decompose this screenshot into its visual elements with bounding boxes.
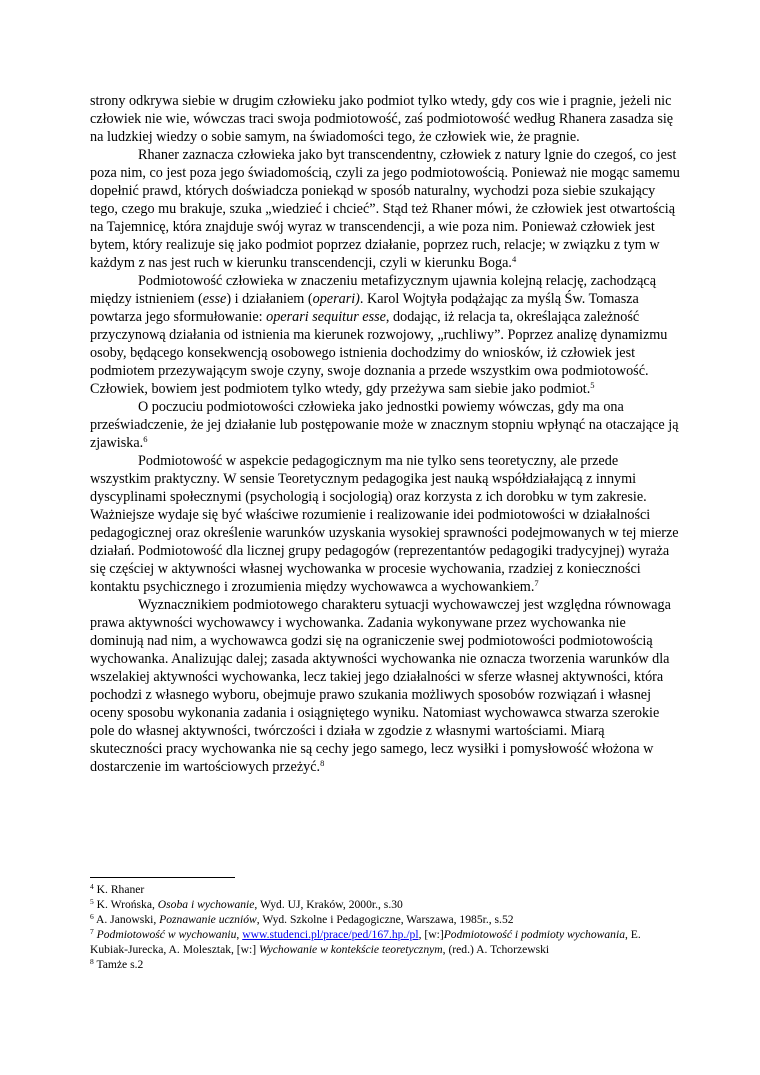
footnote-text: A. Janowski,: [93, 913, 160, 926]
footnote-ref-6[interactable]: 6: [143, 434, 148, 444]
footnote-6: [90, 912, 680, 927]
latin-quote: operari sequitur esse: [266, 309, 386, 325]
footnote-book-title: Poznawanie uczniów: [159, 913, 257, 926]
latin-term-esse: esse: [202, 291, 227, 307]
latin-term-operari: operari): [312, 291, 360, 307]
footnote-text: ,: [236, 928, 243, 941]
footnote-ref-7[interactable]: 7: [534, 578, 539, 588]
footnote-ref-4[interactable]: 4: [511, 254, 517, 264]
footnote-number: 4: [90, 882, 94, 891]
paragraph-text: Podmiotowość człowieka w znaczeniu metafizycznym ujawnia kolejną relację, zachodzącą między istnieniem (: [90, 273, 656, 307]
paragraph-rhaner-transcendence: [90, 146, 680, 272]
paragraph-pedagogical-aspect: [90, 452, 680, 596]
footnote-7: [90, 927, 680, 957]
footnote-number: 5: [90, 897, 94, 906]
footnote-number: 8: [90, 957, 94, 966]
paragraph-metaphysical-subjectivity: [90, 272, 680, 398]
footnote-separator: [90, 877, 235, 878]
footnote-ref-5[interactable]: 5: [590, 380, 595, 390]
footnote-4: [90, 882, 680, 897]
footnote-text: , Wyd. Szkolne i Pedagogiczne, Warszawa, 1985r., s.52: [256, 913, 514, 926]
footnote-text: Tamże s.2: [93, 958, 144, 971]
footnote-text: , Wyd. UJ, Kraków, 2000r., s.30: [254, 898, 403, 911]
paragraph-text: Wyznacznikiem podmiotowego charakteru sytuacji wychowawczej jest względna równowaga prawa aktywności wychowawcy i wychowanka. Zadania wykonywane przez wychowanka nie dominują nad nim, a wychowawca godzi się na ograniczenie swej podmiotowości podmiotowością wychowanka. Analizując dalej; zasada aktywności wychowanka nie oznacza tworzenia warunków dla wszelakiej aktywności wychowanka, lecz takiej jego działalności w sferze własnej aktywności, która pochodzi z własnego wyboru, obejmuje prawo szukania możliwych sposobów rozwiązań i własnej oceny sposobu wykonania zadania i osiągniętego wyniku. Natomiast wychowawca stwarza szerokie pole do własnej aktywności, twórczości i działa w zgodzie z własnymi wartościami. Miarą skuteczności pracy wychowanka nie są cechy jego samego, lecz wysiłki i pomysłowość włożona w dostarczenie im wartościowych przeżyć.: [90, 597, 671, 775]
paragraph-text: O poczuciu podmiotowości człowieka jako jednostki powiemy wówczas, gdy ma ona przeświadczenie, że jej działanie lub postępowanie może w znacznym stopniu wpłynąć na otaczające ją zjawiska.: [90, 399, 679, 451]
footnote-text: , [w:]: [418, 928, 444, 941]
footnote-text: K. Rhaner: [93, 883, 145, 896]
footnote-book-title: Osoba i wychowanie: [157, 898, 255, 911]
paragraph-text: Rhaner zaznacza człowieka jako byt transcendentny, człowiek z natury lgnie do czegoś, co jest poza nim, co jest poza jego świadomością, czyli za jego podmiotowością. Ponieważ nie mogąc samemu dopełnić prawd, których doświadcza poniekąd w sposób naturalny, wychodzi poza siebie szukający tego, czego mu brakuje, szuka „wiedzieć i chcieć”. Stąd też Rhaner mówi, że człowiek jest otwartością na Tajemnicę, która znajduje swój wyraz w transcendencji, a wie poza nim. Ponieważ człowiek jest bytem, który realizuje się jako podmiot poprzez działanie, poprzez ruch, relacje; w związku z tym w każdym z nas jest ruch w kierunku transcendencji, czyli w kierunku Boga.: [90, 147, 680, 271]
footnote-ref-8[interactable]: 8: [320, 758, 325, 768]
footnote-book-title: Podmiotowość i podmioty wychowania: [443, 928, 625, 941]
footnotes-section: [90, 882, 680, 972]
document-body: [90, 92, 680, 776]
footnote-text: , (red.) A. Tchorzewski: [442, 943, 550, 956]
paragraph-text: , dodając, iż relacja ta, określająca zależność przyczynową działania od istnienia ma kierunek rozwojowy, „ruchliwy”. Poprzez analizę dynamizmu osoby, będącego konsekwencją osobowego istnienia dochodzimy do wniosków, iż człowiek jest podmiotem przezywającym swoje czyny, swoje doznania a przede wszystkim owa podmiotowość. Człowiek, bowiem jest podmiotem tylko wtedy, gdy przeżywa sam siebie jako podmiot.: [90, 309, 668, 397]
paragraph-sense-of-subjectivity: [90, 398, 680, 452]
footnote-number: 6: [90, 912, 94, 921]
footnote-8: [90, 957, 680, 972]
paragraph-text: ) i działaniem (: [226, 291, 313, 307]
paragraph-continuation: [90, 92, 680, 146]
footnote-5: [90, 897, 680, 912]
footnote-book-title: Wychowanie w kontekście teoretycznym: [259, 943, 443, 956]
footnote-link[interactable]: www.studenci.pl/prace/ped/167.hp./pl: [242, 928, 419, 941]
footnote-number: 7: [90, 927, 94, 936]
paragraph-text: strony odkrywa siebie w drugim człowieku jako podmiot tylko wtedy, gdy cos wie i pragnie, jeżeli nic człowiek nie wie, wówczas traci swoja podmiotowość, zaś podmiotowość według Rhanera zasadza się na ludzkiej wiedzy o sobie samym, na świadomości tego, że człowiek wie, że pragnie.: [90, 93, 674, 145]
footnote-text: , E. Kubiak-Jurecka, A. Molesztak, [w:]: [90, 928, 641, 956]
paragraph-text: Podmiotowość w aspekcie pedagogicznym ma nie tylko sens teoretyczny, ale przede wszystkim praktyczny. W sensie Teoretycznym pedagogika jest nauką współdziałającą z innymi dyscyplinami społecznymi (psychologią i socjologią) oraz korzysta z ich dorobku w tym zakresie. Ważniejsze wydaje się być właściwe rozumienie i realizowanie idei podmiotowości w działalności pedagogicznej oraz określenie warunków uzyskania wysokiej sprawności podejmowanych w tej mierze działań. Podmiotowość dla licznej grupy pedagogów (reprezentantów pedagogiki tradycyjnej) wyraża się częściej w aktywności własnej wychowanka w procesie wychowania, rzadziej z konieczności kontaktu psychicznego i zrozumienia między wychowawca a wychowankiem.: [90, 453, 679, 595]
paragraph-educational-situation: [90, 596, 680, 776]
footnote-text: K. Wrońska,: [93, 898, 158, 911]
footnote-title: Podmiotowość w wychowaniu: [93, 928, 237, 941]
paragraph-text: . Karol Wojtyła podążając za myślą Św. Tomasza powtarza jego sformułowanie:: [90, 291, 639, 325]
